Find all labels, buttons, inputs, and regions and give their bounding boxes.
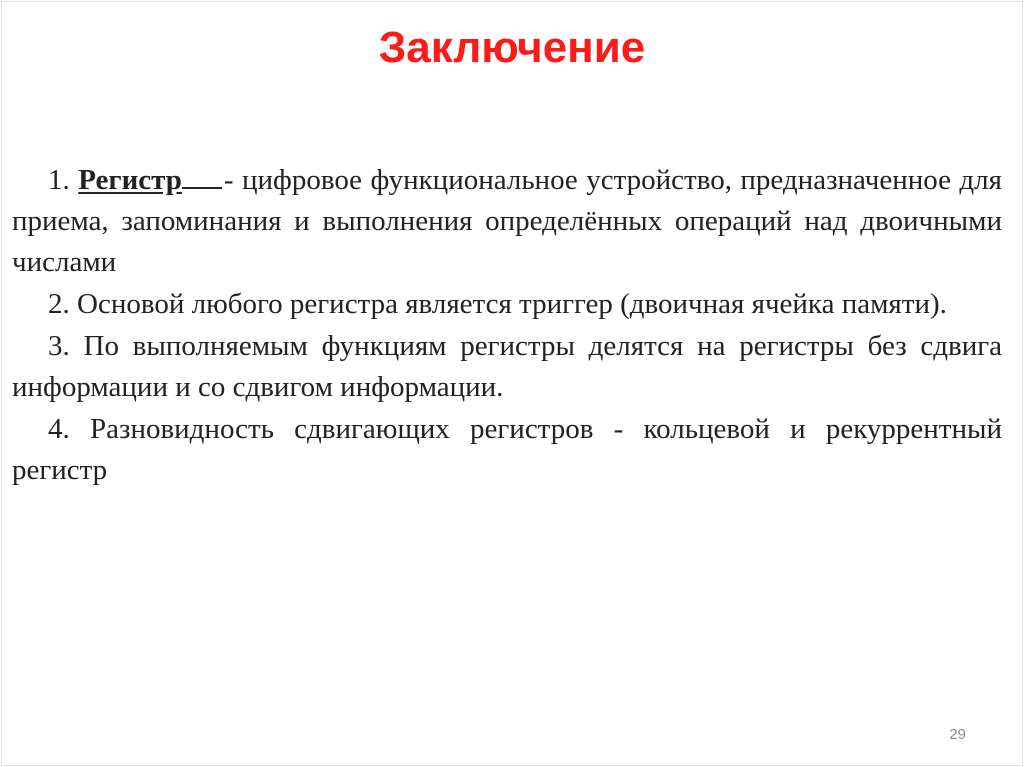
list-item (12, 326, 1002, 408)
list-item (12, 284, 1002, 325)
item-number: 3. (48, 330, 70, 362)
term-underline (182, 161, 222, 189)
list-item (12, 160, 1002, 283)
item-text: Основой любого регистра является триггер (двоичная ячейка памяти). (77, 288, 947, 320)
item-text: Разновидность сдвигающих регистров - кольцевой и рекуррентный регистр (12, 413, 1002, 486)
item-number: 1. (48, 164, 70, 196)
item-number: 2. (48, 288, 70, 320)
item-number: 4. (48, 413, 70, 445)
term-register: Регистр (78, 164, 182, 196)
list-item (12, 409, 1002, 491)
slide-title: Заключение (378, 23, 646, 72)
slide-body (12, 160, 1002, 491)
page-number: 29 (949, 726, 966, 743)
item-text: По выполняемым функциям регистры делятся на регистры без сдвига информации и со сдвигом информации. (12, 330, 1003, 403)
item-text: - цифровое функциональное устройство, предназначенное для приема, запоминания и выполнения определённых операций над двоичными числами (12, 164, 1002, 278)
